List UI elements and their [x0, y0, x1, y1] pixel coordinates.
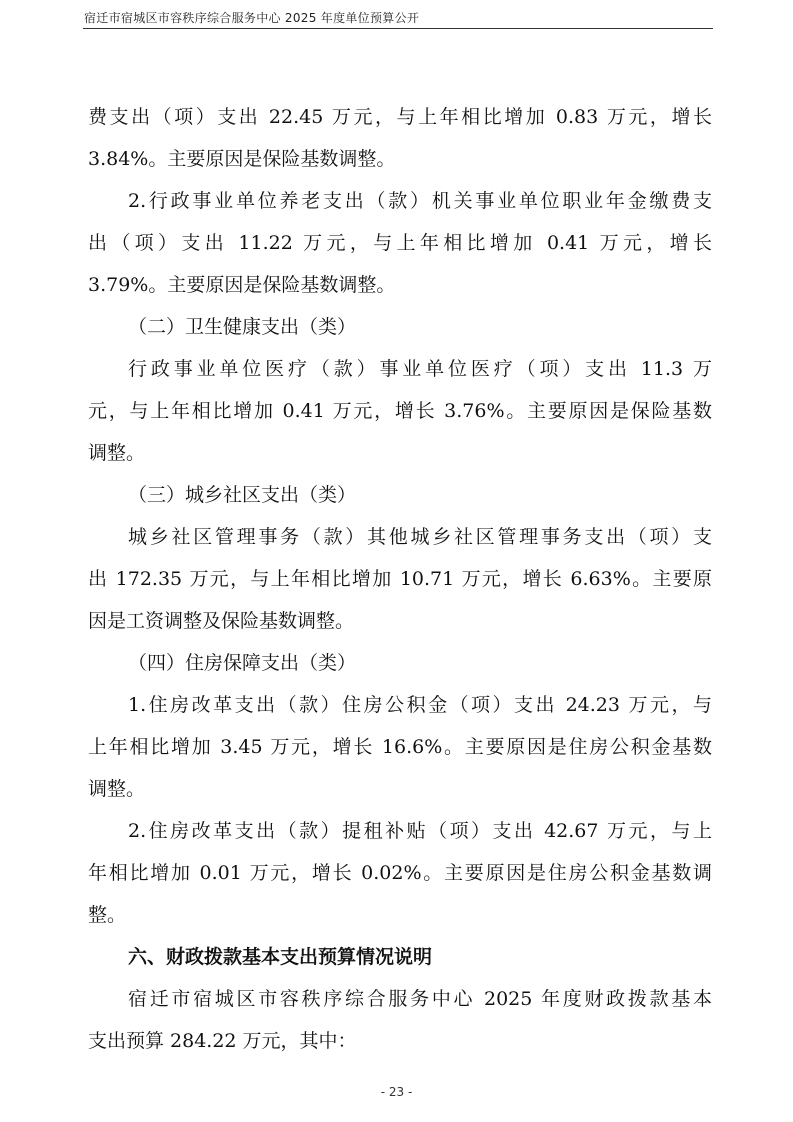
- paragraph-line: 2.行政事业单位养老支出（款）机关事业单位职业年金缴费支: [128, 190, 712, 212]
- paragraph-line: 费支出（项）支出 22.45 万元，与上年相比增加 0.83 万元，增长: [88, 106, 712, 128]
- paragraph-line: 支出预算 284.22 万元，其中：: [88, 1030, 357, 1052]
- paragraph-line: 调整。: [88, 442, 146, 464]
- section-subheading: （二）卫生健康支出（类）: [128, 316, 357, 338]
- paragraph-line: 元，与上年相比增加 0.41 万元，增长 3.76%。主要原因是保险基数: [88, 400, 712, 422]
- paragraph-line: 1.住房改革支出（款）住房公积金（项）支出 24.23 万元，与: [128, 694, 712, 716]
- paragraph-line: 因是工资调整及保险基数调整。: [88, 610, 355, 632]
- section-subheading: （四）住房保障支出（类）: [128, 652, 357, 674]
- paragraph-line: 3.84%。主要原因是保险基数调整。: [88, 148, 396, 170]
- paragraph-line: 城乡社区管理事务（款）其他城乡社区管理事务支出（项）支: [128, 526, 712, 548]
- paragraph-line: 年相比增加 0.01 万元，增长 0.02%。主要原因是住房公积金基数调: [88, 862, 712, 884]
- paragraph-line: 行政事业单位医疗（款）事业单位医疗（项）支出 11.3 万: [128, 358, 712, 380]
- paragraph-line: 2.住房改革支出（款）提租补贴（项）支出 42.67 万元，与上: [128, 820, 712, 842]
- paragraph-line: 出（项）支出 11.22 万元，与上年相比增加 0.41 万元，增长: [88, 232, 712, 254]
- page-number: - 23 -: [380, 1085, 413, 1099]
- paragraph-line: 整。: [88, 904, 127, 926]
- section-heading: 六、财政拨款基本支出预算情况说明: [128, 946, 433, 968]
- paragraph-line: 出 172.35 万元，与上年相比增加 10.71 万元，增长 6.63%。主要原: [88, 568, 712, 590]
- paragraph-line: 宿迁市宿城区市容秩序综合服务中心 2025 年度财政拨款基本: [128, 988, 712, 1010]
- header-divider: [83, 28, 713, 29]
- section-subheading: （三）城乡社区支出（类）: [128, 484, 357, 506]
- paragraph-line: 上年相比增加 3.45 万元，增长 16.6%。主要原因是住房公积金基数: [88, 736, 712, 758]
- running-header: 宿迁市宿城区市容秩序综合服务中心 2025 年度单位预算公开: [84, 11, 420, 25]
- body-text: [88, 96, 712, 1062]
- paragraph-line: 3.79%。主要原因是保险基数调整。: [88, 274, 396, 296]
- paragraph-line: 调整。: [88, 778, 146, 800]
